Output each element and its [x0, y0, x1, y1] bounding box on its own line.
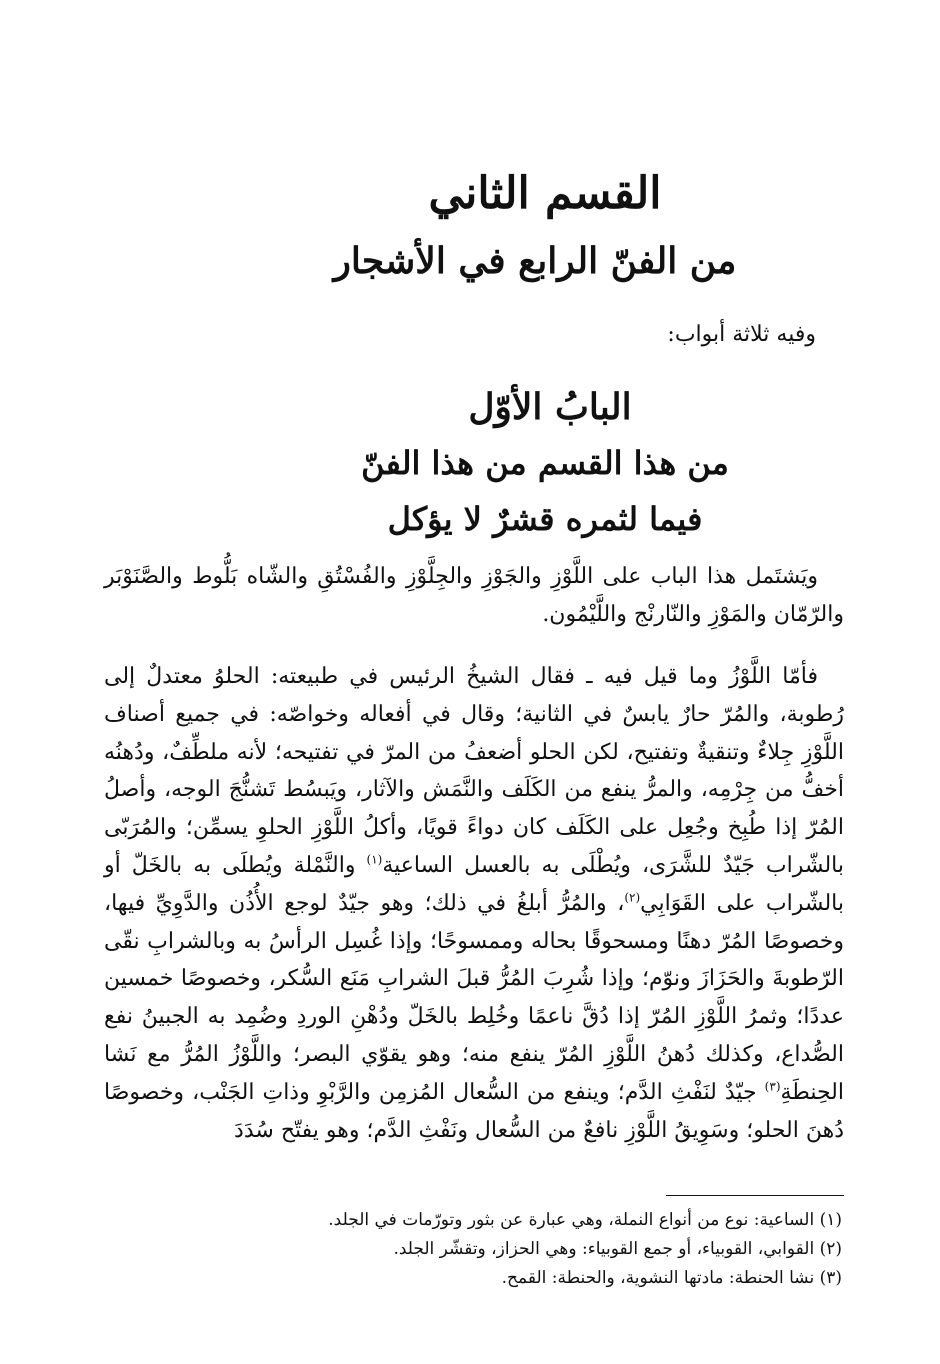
- paragraph-2-part-3: ، والمُرُّ أبلغُ في ذلك؛ وهو جيّدٌ لوجع الأُذُن والدَّوِيِّ فيها، وخصوصًا المُرّ دهنًا ومسحوقًا بحاله وممسوحًا؛ وإذا غُسِل الرأسُ به وبالشرابِ نقّى الرّطوبةَ والحَزَازَ ونوّم؛ وإذا شُرِبَ المُرُّ قبلَ الشرابِ مَنَع السُّكر، وخصوصًا خمسين عددًا؛ وثمرُ اللَّوْزِ المُرّ إذا دُقَّ ناعمًا وخُلِط بالخَلّ ودُهْنِ الوردِ وضُمِد به الجبينُ نفع الصُّداع، وكذلك دُهنُ اللَّوْزِ المُرّ ينفع منه؛ وهو يقوّي البصر؛ واللَّوْزُ المُرُّ مع نَشا الحِنطَةِ: [104, 890, 844, 1105]
- footnote-ref-3[interactable]: (٣): [764, 1079, 781, 1094]
- footnote-2: (٢) القوابي، القوبياء، أو جمع القوبياء: وهي الحزاز، وتقشّر الجلد.: [393, 1239, 842, 1259]
- paragraph-2: [104, 658, 844, 1149]
- paragraph-2-part-2: والنَّمْلة ويُطلَى به بالخَلّ أو بالشّراب على القَوَابِي: [104, 852, 845, 916]
- section-subtitle: من الفنّ الرابع في الأشجار: [333, 240, 737, 282]
- footnote-3: (٣) نشا الحنطة: مادتها النشوية، والحنطة: القمح.: [501, 1268, 842, 1288]
- section-title: القسم الثاني: [428, 168, 662, 219]
- footnote-ref-2[interactable]: (٢): [624, 890, 641, 905]
- paragraph-2-part-1: فأمّا اللَّوْزُ وما قيل فيه ـ فقال الشيخُ الرئيس في طبيعته: الحلوُ معتدلٌ إلى رُطوبة، والمُرّ حارٌ يابسٌ في الثانية؛ وقال في أفعاله وخواصّه: في جميع أصناف اللَّوْزِ جِلاءٌ وتنقيةٌ وتفتيح، لكن الحلو أضعفُ من المرّ في تفتيحه؛ لأنه ملطِّفٌ، ودُهنُه أخفُّ من جِرْمِه، والمرُّ ينفع من الكَلَف والنَّمَش والآثار، ويَبسُط تَشنُّجَ الوجه، وأصلُ المُرّ إذا طُبِخ وجُعِل على الكَلَف كان دواءً قويًا، وأكلُ اللَّوْزِ الحلوِ يسمِّن؛ والمُرَبّى بالشّراب جَيّدٌ للشَّرَى، ويُطْلَى به بالعسل الساعية: [104, 664, 844, 878]
- intro-line: وفيه ثلاثة أبواب:: [667, 322, 816, 347]
- paragraph-2-part-4: جيّدٌ لنَفْثِ الدَّم؛ وينفع من السُّعال المُزمِن والرَّبْوِ وذاتِ الجَنْب، وخصوصًا دُهنَ الحلو؛ وسَوِيقُ اللَّوْزِ نافعٌ من السُّعال ونَفْثِ الدَّم؛ وهو يفتّح سُدَدَ: [104, 1079, 844, 1143]
- footnote-1: (١) الساعية: نوع من أنواع النملة، وهي عبارة عن بثور وتورّمات في الجلد.: [328, 1210, 842, 1230]
- footnotes: [120, 1206, 842, 1293]
- footnote-ref-1[interactable]: (١): [366, 852, 383, 867]
- chapter-subtitle-line-2: فيما لثمره قشرٌ لا يؤكل: [387, 500, 703, 538]
- footnote-separator: [666, 1195, 844, 1196]
- chapter-subtitle-line-1: من هذا القسم من هذا الفنّ: [361, 444, 729, 482]
- chapter-title: البابُ الأوّل: [468, 386, 632, 428]
- paragraph-1: ويَشتَمل هذا الباب على اللَّوْزِ والجَوْزِ والجِلَّوْزِ والفُسْتُقِ والشّاه بَلُّوط والصَّنَوْبَر والرّمّان والمَوْزِ والنّارنْج واللَّيْمُون.: [104, 564, 844, 627]
